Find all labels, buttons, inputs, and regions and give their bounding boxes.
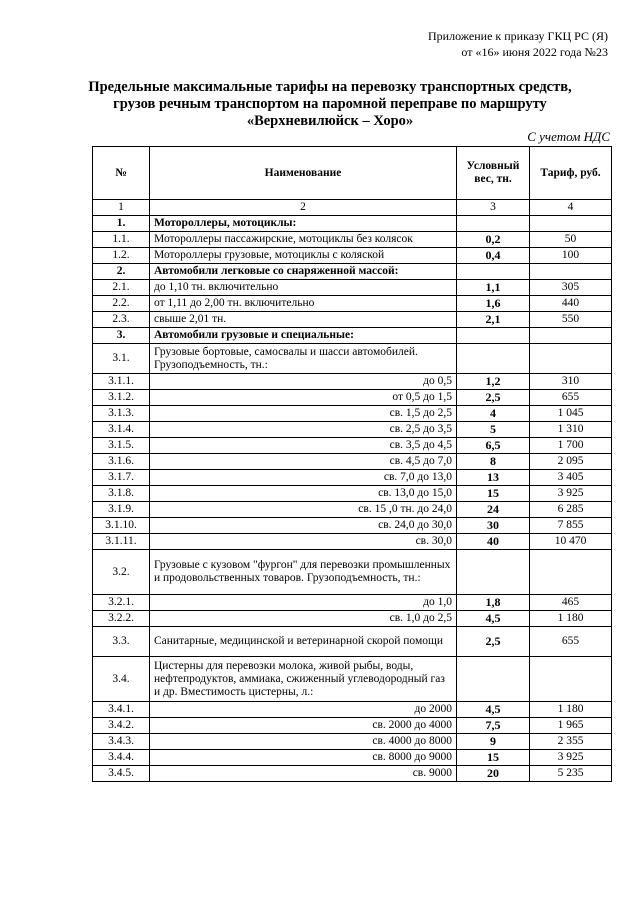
order-reference-line-2: от «16» июня 2022 года №23: [461, 45, 608, 59]
row-number: 3.2.1.: [93, 595, 150, 611]
row-tariff: 5 235: [530, 766, 612, 782]
row-weight: [457, 550, 530, 595]
col-number-1: 1: [93, 200, 150, 216]
table-row: [93, 657, 612, 702]
row-weight: 6,5: [457, 438, 530, 454]
document-title-line-1: Предельные максимальные тарифы на перевозку транспортных средств,: [88, 79, 572, 95]
row-number: 3.1.4.: [93, 422, 150, 438]
tariff-table: [92, 146, 612, 782]
document-title-line-2: грузов речным транспортом на паромной переправе по маршруту: [113, 96, 547, 112]
row-name: св. 3,5 до 4,5: [150, 438, 457, 454]
row-tariff: 3 405: [530, 470, 612, 486]
vat-note: С учетом НДС: [527, 129, 610, 144]
row-tariff: 1 045: [530, 406, 612, 422]
table-row: [93, 734, 612, 750]
table-row: [93, 518, 612, 534]
row-weight: [457, 216, 530, 232]
row-name: св. 15 ,0 тн. до 24,0: [150, 502, 457, 518]
table-row: [93, 534, 612, 550]
row-name: св. 8000 до 9000: [150, 750, 457, 766]
table-row: [93, 595, 612, 611]
row-weight: 20: [457, 766, 530, 782]
row-weight: 5: [457, 422, 530, 438]
document-title: [80, 79, 580, 130]
row-tariff: 2 095: [530, 454, 612, 470]
table-row: [93, 486, 612, 502]
table-row: [93, 280, 612, 296]
row-number: 3.1.6.: [93, 454, 150, 470]
row-tariff: 3 925: [530, 486, 612, 502]
row-tariff: [530, 344, 612, 374]
row-weight: 15: [457, 486, 530, 502]
row-number: 2.2.: [93, 296, 150, 312]
row-number: 1.2.: [93, 248, 150, 264]
table-row: [93, 248, 612, 264]
row-weight: 2,5: [457, 627, 530, 657]
table-row: [93, 470, 612, 486]
row-weight: 4,5: [457, 611, 530, 627]
row-number: 1.: [93, 216, 150, 232]
row-name: св. 4,5 до 7,0: [150, 454, 457, 470]
row-tariff: 655: [530, 390, 612, 406]
row-weight: 1,1: [457, 280, 530, 296]
row-number: 3.1.3.: [93, 406, 150, 422]
section-row: [93, 216, 612, 232]
row-number: 3.2.: [93, 550, 150, 595]
row-tariff: 1 965: [530, 718, 612, 734]
row-number: 3.1.1.: [93, 374, 150, 390]
row-tariff: 100: [530, 248, 612, 264]
row-name: Автомобили легковые со снаряженной массой:: [150, 264, 457, 280]
row-tariff: 1 700: [530, 438, 612, 454]
tariff-table-body: [93, 216, 612, 782]
col-number-2: 2: [150, 200, 457, 216]
table-row: [93, 312, 612, 328]
row-number: 3.1.10.: [93, 518, 150, 534]
row-weight: 2,5: [457, 390, 530, 406]
column-number-row: [93, 200, 612, 216]
row-tariff: 1 180: [530, 611, 612, 627]
table-row: [93, 702, 612, 718]
row-number: 3.3.: [93, 627, 150, 657]
table-row: [93, 390, 612, 406]
row-name: до 1,10 тн. включительно: [150, 280, 457, 296]
row-number: 3.1.8.: [93, 486, 150, 502]
row-weight: [457, 344, 530, 374]
table-row: [93, 502, 612, 518]
row-number: 3.4.1.: [93, 702, 150, 718]
row-name: св. 2000 до 4000: [150, 718, 457, 734]
row-tariff: [530, 216, 612, 232]
section-row: [93, 328, 612, 344]
row-weight: 8: [457, 454, 530, 470]
col-number-3: 3: [457, 200, 530, 216]
row-weight: [457, 264, 530, 280]
row-weight: 1,6: [457, 296, 530, 312]
section-row: [93, 264, 612, 280]
table-row: [93, 438, 612, 454]
row-weight: 4: [457, 406, 530, 422]
table-row: [93, 344, 612, 374]
row-weight: 0,2: [457, 232, 530, 248]
row-name: свыше 2,01 тн.: [150, 312, 457, 328]
row-number: 3.: [93, 328, 150, 344]
row-tariff: 7 855: [530, 518, 612, 534]
row-number: 3.1.2.: [93, 390, 150, 406]
col-number-4: 4: [530, 200, 612, 216]
row-tariff: 50: [530, 232, 612, 248]
row-weight: 7,5: [457, 718, 530, 734]
row-name: св. 13,0 до 15,0: [150, 486, 457, 502]
row-number: 3.1.: [93, 344, 150, 374]
row-number: 3.1.7.: [93, 470, 150, 486]
row-tariff: 1 310: [530, 422, 612, 438]
table-row: [93, 374, 612, 390]
document-title-line-3: «Верхневилюйск – Хоро»: [246, 113, 414, 129]
row-name: до 2000: [150, 702, 457, 718]
row-number: 3.4.3.: [93, 734, 150, 750]
row-number: 2.3.: [93, 312, 150, 328]
col-header-weight: Условный вес, тн.: [457, 147, 530, 200]
table-row: [93, 422, 612, 438]
row-number: 3.2.2.: [93, 611, 150, 627]
row-weight: 1,2: [457, 374, 530, 390]
row-name: Мотороллеры пассажирские, мотоциклы без колясок: [150, 232, 457, 248]
row-weight: 30: [457, 518, 530, 534]
row-tariff: 655: [530, 627, 612, 657]
table-row: [93, 766, 612, 782]
row-weight: 1,8: [457, 595, 530, 611]
row-name: от 1,11 до 2,00 тн. включительно: [150, 296, 457, 312]
row-number: 1.1.: [93, 232, 150, 248]
row-tariff: [530, 657, 612, 702]
row-weight: 15: [457, 750, 530, 766]
row-tariff: 550: [530, 312, 612, 328]
row-tariff: [530, 550, 612, 595]
row-name: св. 1,0 до 2,5: [150, 611, 457, 627]
row-tariff: 2 355: [530, 734, 612, 750]
row-name: св. 30,0: [150, 534, 457, 550]
table-row: [93, 232, 612, 248]
row-number: 2.1.: [93, 280, 150, 296]
row-number: 3.4.: [93, 657, 150, 702]
row-tariff: 10 470: [530, 534, 612, 550]
table-row: [93, 611, 612, 627]
row-name: до 0,5: [150, 374, 457, 390]
table-row: [93, 454, 612, 470]
row-name: Цистерны для перевозки молока, живой рыбы, воды, нефтепродуктов, аммиака, сжиженный углеводородный газ и др. Вместимость цистерны, л.:: [150, 657, 457, 702]
row-tariff: 6 285: [530, 502, 612, 518]
row-name: св. 24,0 до 30,0: [150, 518, 457, 534]
row-weight: 40: [457, 534, 530, 550]
row-name: св. 1,5 до 2,5: [150, 406, 457, 422]
table-row: [93, 750, 612, 766]
row-tariff: 465: [530, 595, 612, 611]
table-row: [93, 550, 612, 595]
row-number: 3.1.9.: [93, 502, 150, 518]
row-name: Грузовые бортовые, самосвалы и шасси автомобилей. Грузоподъемность, тн.:: [150, 344, 457, 374]
row-tariff: 310: [530, 374, 612, 390]
row-name: Мотороллеры, мотоциклы:: [150, 216, 457, 232]
row-weight: 9: [457, 734, 530, 750]
row-name: до 1,0: [150, 595, 457, 611]
row-weight: 0,4: [457, 248, 530, 264]
col-header-name: Наименование: [150, 147, 457, 200]
row-name: Автомобили грузовые и специальные:: [150, 328, 457, 344]
order-reference-line-1: Приложение к приказу ГКЦ РС (Я): [428, 29, 608, 43]
row-number: 3.4.2.: [93, 718, 150, 734]
col-header-tariff: Тариф, руб.: [530, 147, 612, 200]
table-row: [93, 406, 612, 422]
row-number: 2.: [93, 264, 150, 280]
row-number: 3.1.11.: [93, 534, 150, 550]
table-row: [93, 296, 612, 312]
row-name: св. 7,0 до 13,0: [150, 470, 457, 486]
row-weight: [457, 328, 530, 344]
table-row: [93, 718, 612, 734]
row-number: 3.4.4.: [93, 750, 150, 766]
row-tariff: 1 180: [530, 702, 612, 718]
row-weight: 24: [457, 502, 530, 518]
row-weight: 2,1: [457, 312, 530, 328]
row-tariff: [530, 328, 612, 344]
row-name: св. 9000: [150, 766, 457, 782]
row-name: Грузовые с кузовом "фургон" для перевозки промышленных и продовольственных товаров. Грузоподъемность, тн.:: [150, 550, 457, 595]
row-tariff: 440: [530, 296, 612, 312]
row-tariff: 3 925: [530, 750, 612, 766]
table-header-row: [93, 147, 612, 200]
col-header-number: №: [93, 147, 150, 200]
row-name: св. 4000 до 8000: [150, 734, 457, 750]
row-number: 3.4.5.: [93, 766, 150, 782]
row-number: 3.1.5.: [93, 438, 150, 454]
row-name: Мотороллеры грузовые, мотоциклы с коляской: [150, 248, 457, 264]
row-weight: [457, 657, 530, 702]
row-weight: 4,5: [457, 702, 530, 718]
row-weight: 13: [457, 470, 530, 486]
row-tariff: [530, 264, 612, 280]
order-reference: [428, 28, 608, 60]
table-row: [93, 627, 612, 657]
row-name: Санитарные, медицинской и ветеринарной скорой помощи: [150, 627, 457, 657]
row-name: от 0,5 до 1,5: [150, 390, 457, 406]
row-name: св. 2,5 до 3,5: [150, 422, 457, 438]
row-tariff: 305: [530, 280, 612, 296]
